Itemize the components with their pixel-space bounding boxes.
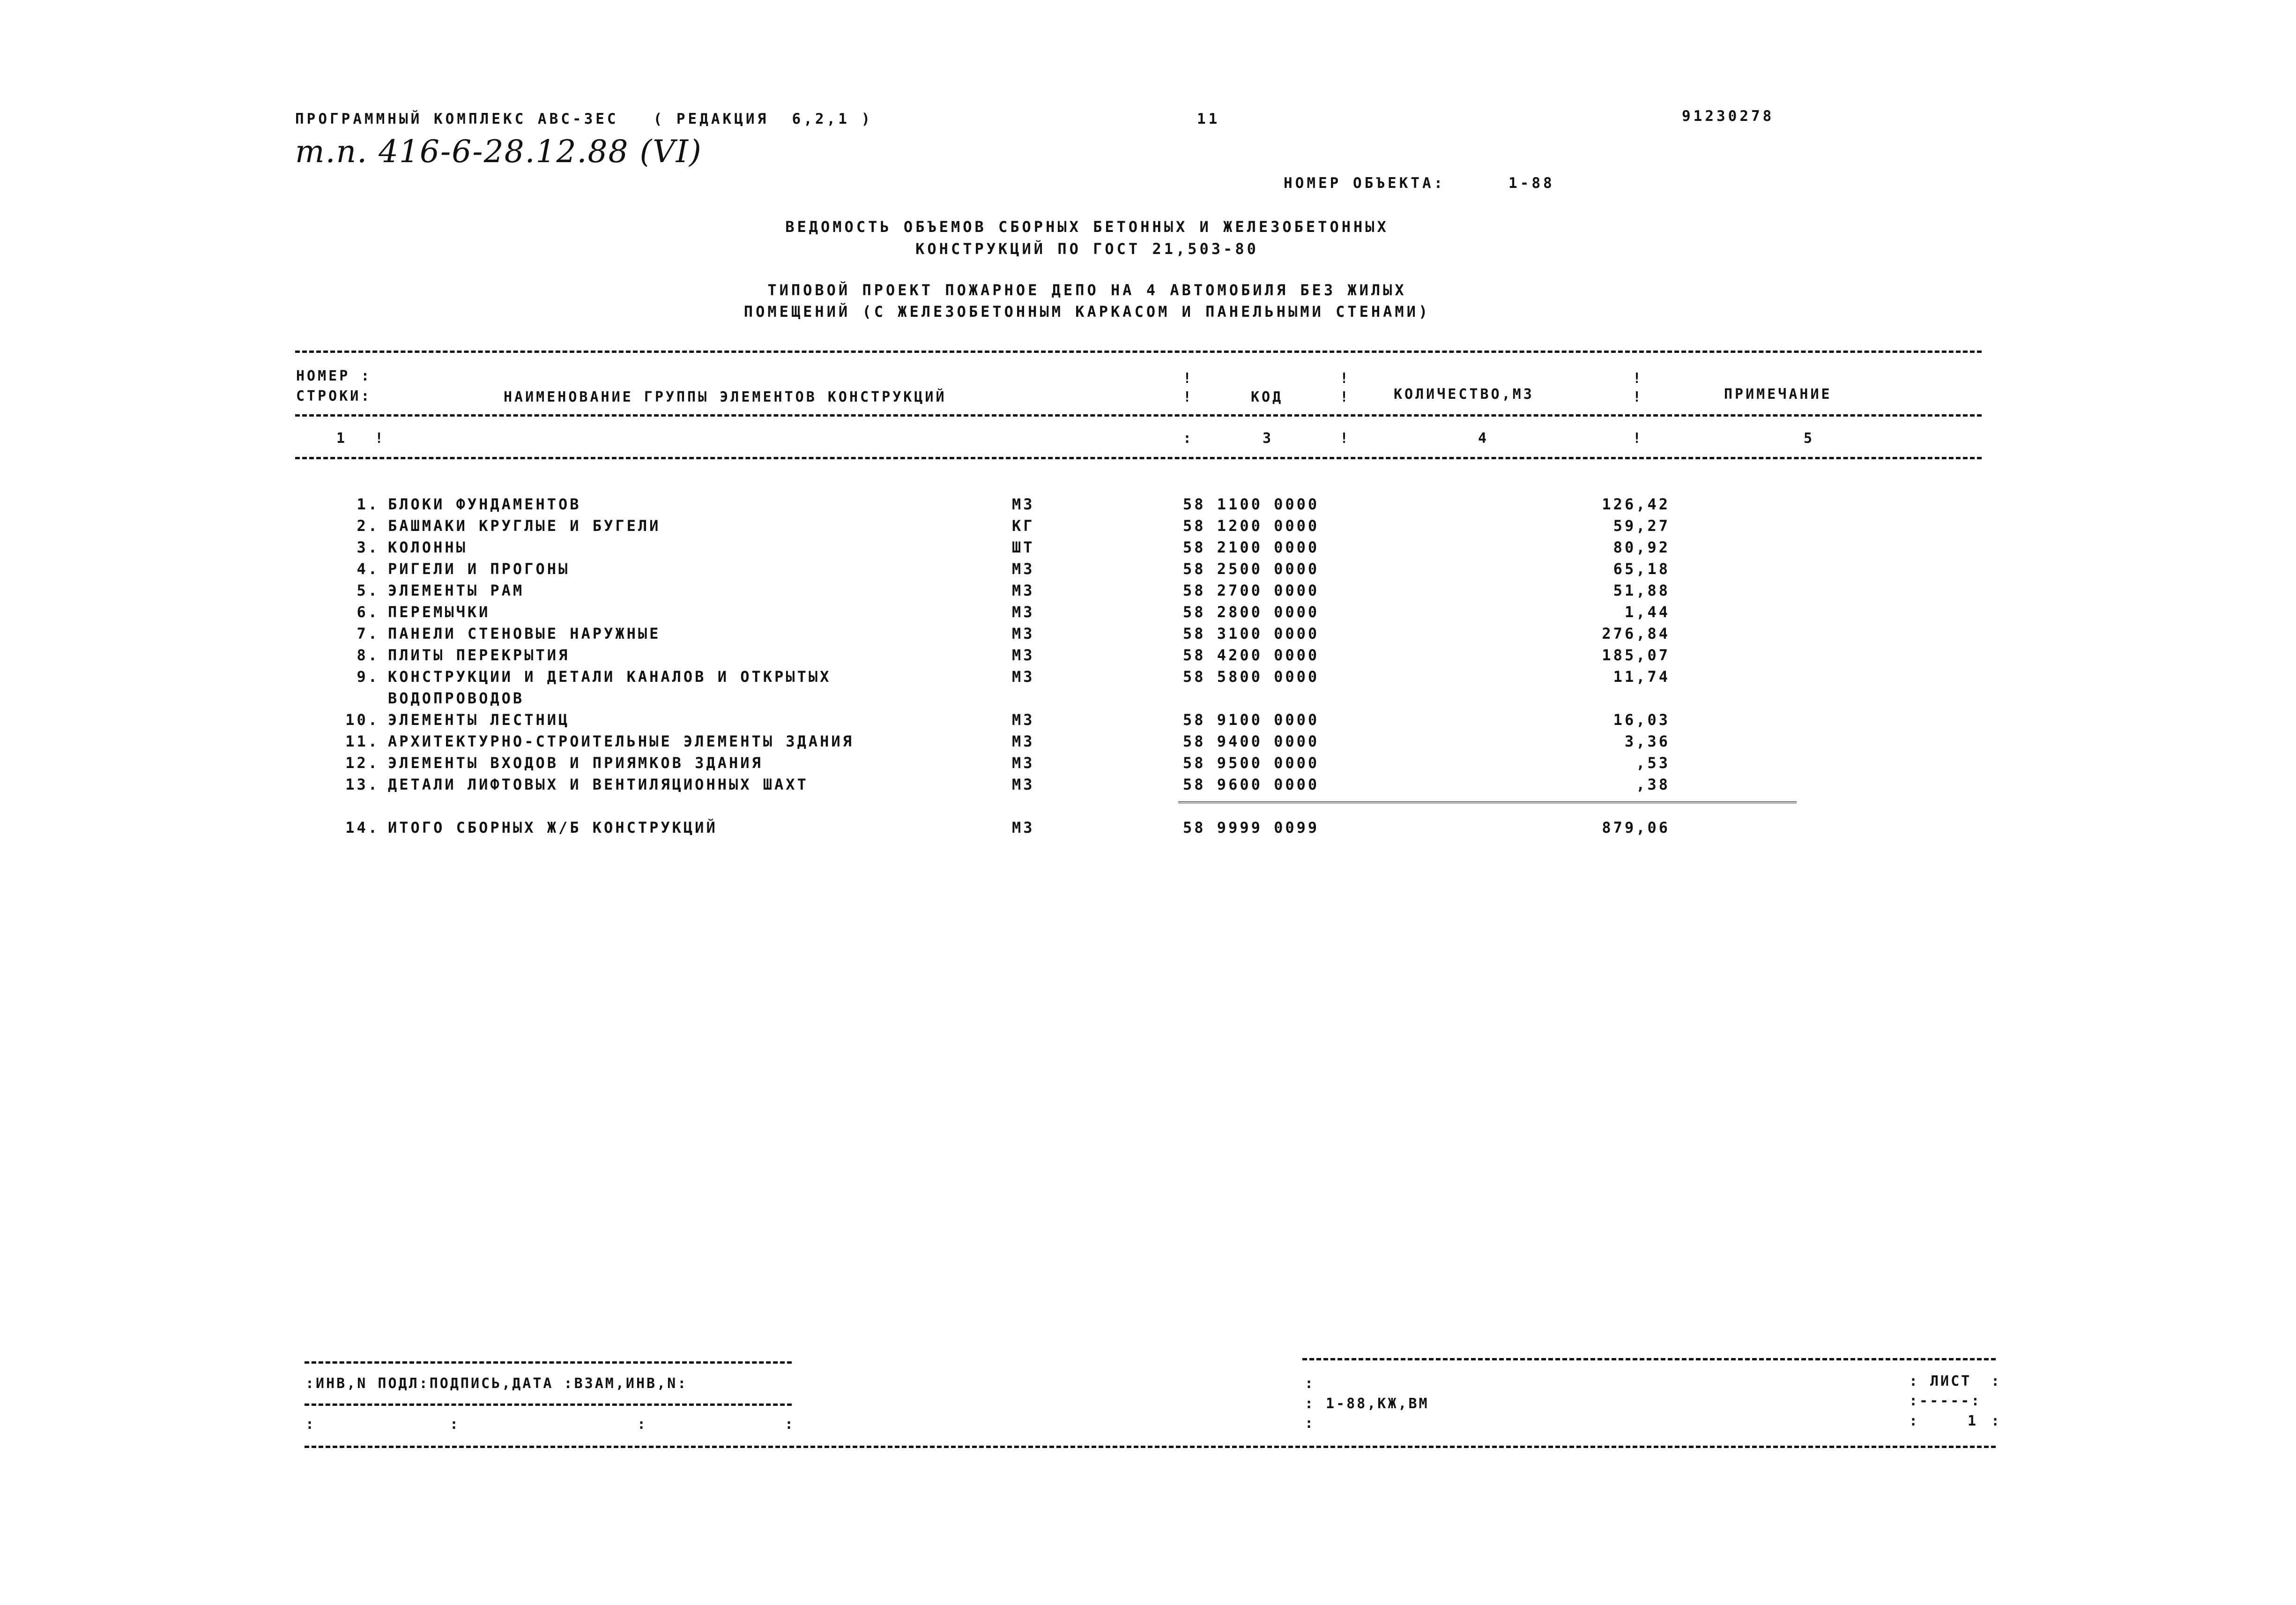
row-name: БЛОКИ ФУНДАМЕНТОВ [388,495,581,513]
row-quantity: 11,74 [1613,668,1670,686]
row-unit: М3 [1012,582,1035,599]
col-number-5: 5 [1804,430,1815,447]
object-number-value: 1-88 [1508,175,1555,192]
total-separator-rule [1178,801,1797,803]
table-row [0,711,2296,732]
footer-right-sep: : [1991,1373,2002,1389]
row-name: ЭЛЕМЕНТЫ ЛЕСТНИЦ [388,711,570,729]
row-unit: М3 [1012,603,1035,621]
row-code: 58 2800 0000 [1183,603,1320,621]
row-code: 58 2500 0000 [1183,560,1320,578]
table-row [0,646,2296,668]
total-unit: М3 [1012,819,1035,836]
col-number-4: 4 [1478,430,1489,447]
row-code: 58 9600 0000 [1183,776,1320,793]
total-quantity: 879,06 [1602,819,1670,836]
document-title-line-2: КОНСТРУКЦИЙ ПО ГОСТ 21,503-80 [915,240,1259,258]
header-separator: ! [1633,389,1642,405]
footer-left-cell-sep: : [450,1416,461,1433]
row-name: ДЕТАЛИ ЛИФТОВЫХ И ВЕНТИЛЯЦИОННЫХ ШАХТ [388,776,809,793]
object-number-label: НОМЕР ОБЪЕКТА: [1284,175,1446,192]
row-name: ПАНЕЛИ СТЕНОВЫЕ НАРУЖНЫЕ [388,625,661,642]
row-code: 58 5800 0000 [1183,668,1320,686]
row-code: 58 4200 0000 [1183,646,1320,664]
total-name: ИТОГО СБОРНЫХ Ж/Б КОНСТРУКЦИЙ [388,819,718,836]
table-row [0,754,2296,776]
row-unit: М3 [1012,711,1035,729]
row-number: 3. [357,538,379,556]
col-number-1: 1 [336,430,348,447]
col-header-quantity: КОЛИЧЕСТВО,М3 [1394,386,1534,403]
col-header-rowno-2: СТРОКИ: [296,388,372,404]
footer-left-cell-sep: : [305,1416,316,1433]
col-header-rowno-1: НОМЕР : [296,368,372,384]
row-number: 10. [345,711,379,729]
table-row [0,517,2296,538]
row-code: 58 1200 0000 [1183,517,1320,535]
col-number-separator: : [1183,430,1192,447]
row-name: ЭЛЕМЕНТЫ РАМ [388,582,525,599]
table-row [0,582,2296,603]
header-separator: ! [1183,370,1192,387]
row-name: БАШМАКИ КРУГЛЫЕ И БУГЕЛИ [388,517,661,535]
column-numbers-rule [295,457,1982,459]
row-quantity: 80,92 [1613,538,1670,556]
row-number: 1. [357,495,379,513]
footer-right-sep: : [1305,1396,1315,1412]
row-number: 6. [357,603,379,621]
row-unit: М3 [1012,754,1035,772]
row-quantity: 126,42 [1602,495,1670,513]
document-number: 91230278 [1682,108,1775,125]
row-name: РИГЕЛИ И ПРОГОНЫ [388,560,570,578]
row-number: 2. [357,517,379,535]
header-separator: ! [1183,389,1192,405]
row-quantity: ,53 [1636,754,1670,772]
total-number: 14. [345,819,379,836]
footer-right-sep: : [1909,1373,1920,1389]
project-title-line-2: ПОМЕЩЕНИЙ (С ЖЕЛЕЗОБЕТОННЫМ КАРКАСОМ И ПАНЕЛЬНЫМИ СТЕНАМИ) [743,303,1431,321]
footer-bottom-rule [305,1446,1996,1448]
table-row [0,732,2296,754]
footer-left-cell-sep: : [785,1416,795,1433]
row-name: ВОДОПРОВОДОВ [388,689,525,707]
col-number-separator: ! [1340,430,1349,447]
table-row [0,668,2296,689]
row-unit: М3 [1012,732,1035,750]
row-name: ПЛИТЫ ПЕРЕКРЫТИЯ [388,646,570,664]
row-unit: ШТ [1012,538,1035,556]
table-row [0,625,2296,646]
row-unit: М3 [1012,776,1035,793]
col-number-separator: ! [375,430,384,447]
sheet-divider: :-----: [1909,1393,1982,1409]
row-code: 58 9100 0000 [1183,711,1320,729]
row-number: 4. [357,560,379,578]
row-unit: М3 [1012,668,1035,686]
row-quantity: 3,36 [1624,732,1670,750]
footer-left-mid-rule [305,1403,792,1406]
footer-left-cell-sep: : [637,1416,648,1433]
table-row [0,560,2296,582]
row-unit: М3 [1012,625,1035,642]
row-unit: М3 [1012,646,1035,664]
table-row [0,538,2296,560]
row-code: 58 9500 0000 [1183,754,1320,772]
row-quantity: 16,03 [1613,711,1670,729]
row-number: 9. [357,668,379,686]
header-separator: ! [1633,370,1642,387]
row-number: 11. [345,732,379,750]
row-code: 58 9400 0000 [1183,732,1320,750]
footer-left-top-rule [305,1361,792,1364]
col-header-code: КОД [1251,389,1284,405]
col-header-name: НАИМЕНОВАНИЕ ГРУППЫ ЭЛЕМЕНТОВ КОНСТРУКЦИЙ [504,389,947,405]
table-row [0,776,2296,797]
row-quantity: 1,44 [1624,603,1670,621]
footer-right-sep: : [1991,1413,2002,1429]
project-title-line-1: ТИПОВОЙ ПРОЕКТ ПОЖАРНОЕ ДЕПО НА 4 АВТОМОБИЛЯ БЕЗ ЖИЛЫХ [767,281,1407,299]
sheet-number: 1 [1968,1413,1978,1429]
header-separator: ! [1340,389,1349,405]
footer-right-sep: : [1305,1375,1315,1392]
row-name: ПЕРЕМЫЧКИ [388,603,490,621]
drawing-code: 1-88,КЖ,ВМ [1326,1396,1429,1412]
sheet-label: ЛИСТ [1930,1373,1972,1389]
row-code: 58 2700 0000 [1183,582,1320,599]
row-name: ЭЛЕМЕНТЫ ВХОДОВ И ПРИЯМКОВ ЗДАНИЯ [388,754,763,772]
row-number: 12. [345,754,379,772]
row-number: 13. [345,776,379,793]
row-quantity: 59,27 [1613,517,1670,535]
row-unit: М3 [1012,495,1035,513]
row-quantity: 65,18 [1613,560,1670,578]
col-number-separator: ! [1633,430,1642,447]
row-number: 5. [357,582,379,599]
table-row [0,495,2296,517]
row-number: 7. [357,625,379,642]
row-name: КОЛОННЫ [388,538,468,556]
table-row-continuation [0,689,2296,711]
row-number: 8. [357,646,379,664]
row-code: 58 3100 0000 [1183,625,1320,642]
total-row [0,819,2296,840]
row-quantity: 185,07 [1602,646,1670,664]
row-name: АРХИТЕКТУРНО-СТРОИТЕЛЬНЫЕ ЭЛЕМЕНТЫ ЗДАНИЯ [388,732,854,750]
row-unit: М3 [1012,560,1035,578]
total-code: 58 9999 0099 [1183,819,1320,836]
col-number-3: 3 [1263,430,1274,447]
table-top-rule [295,351,1982,353]
footer-right-sep: : [1909,1413,1920,1429]
row-quantity: 276,84 [1602,625,1670,642]
row-code: 58 1100 0000 [1183,495,1320,513]
row-quantity: ,38 [1636,776,1670,793]
document-title-line-1: ВЕДОМОСТЬ ОБЪЕМОВ СБОРНЫХ БЕТОННЫХ И ЖЕЛЕЗОБЕТОННЫХ [785,218,1389,236]
row-name: КОНСТРУКЦИИ И ДЕТАЛИ КАНАЛОВ И ОТКРЫТЫХ [388,668,832,686]
handwritten-reference: т.п. 416-6-28.12.88 (VI) [295,134,702,170]
row-quantity: 51,88 [1613,582,1670,599]
program-header: ПРОГРАММНЫЙ КОМПЛЕКС АВС-3ЕС ( РЕДАКЦИЯ 6,2,1 ) [295,111,873,127]
page-number: 11 [1197,111,1220,127]
table-row [0,603,2296,625]
footer-left-stamp-text: :ИНВ,N ПОДЛ:ПОДПИСЬ,ДАТА :ВЗАМ,ИНВ,N: [305,1375,688,1392]
footer-right-sep: : [1305,1415,1315,1432]
footer-right-top-rule [1302,1358,1996,1360]
header-divider-rule [295,414,1982,417]
row-unit: КГ [1012,517,1035,535]
col-header-note: ПРИМЕЧАНИЕ [1724,386,1832,403]
row-code: 58 2100 0000 [1183,538,1320,556]
header-separator: ! [1340,370,1349,387]
